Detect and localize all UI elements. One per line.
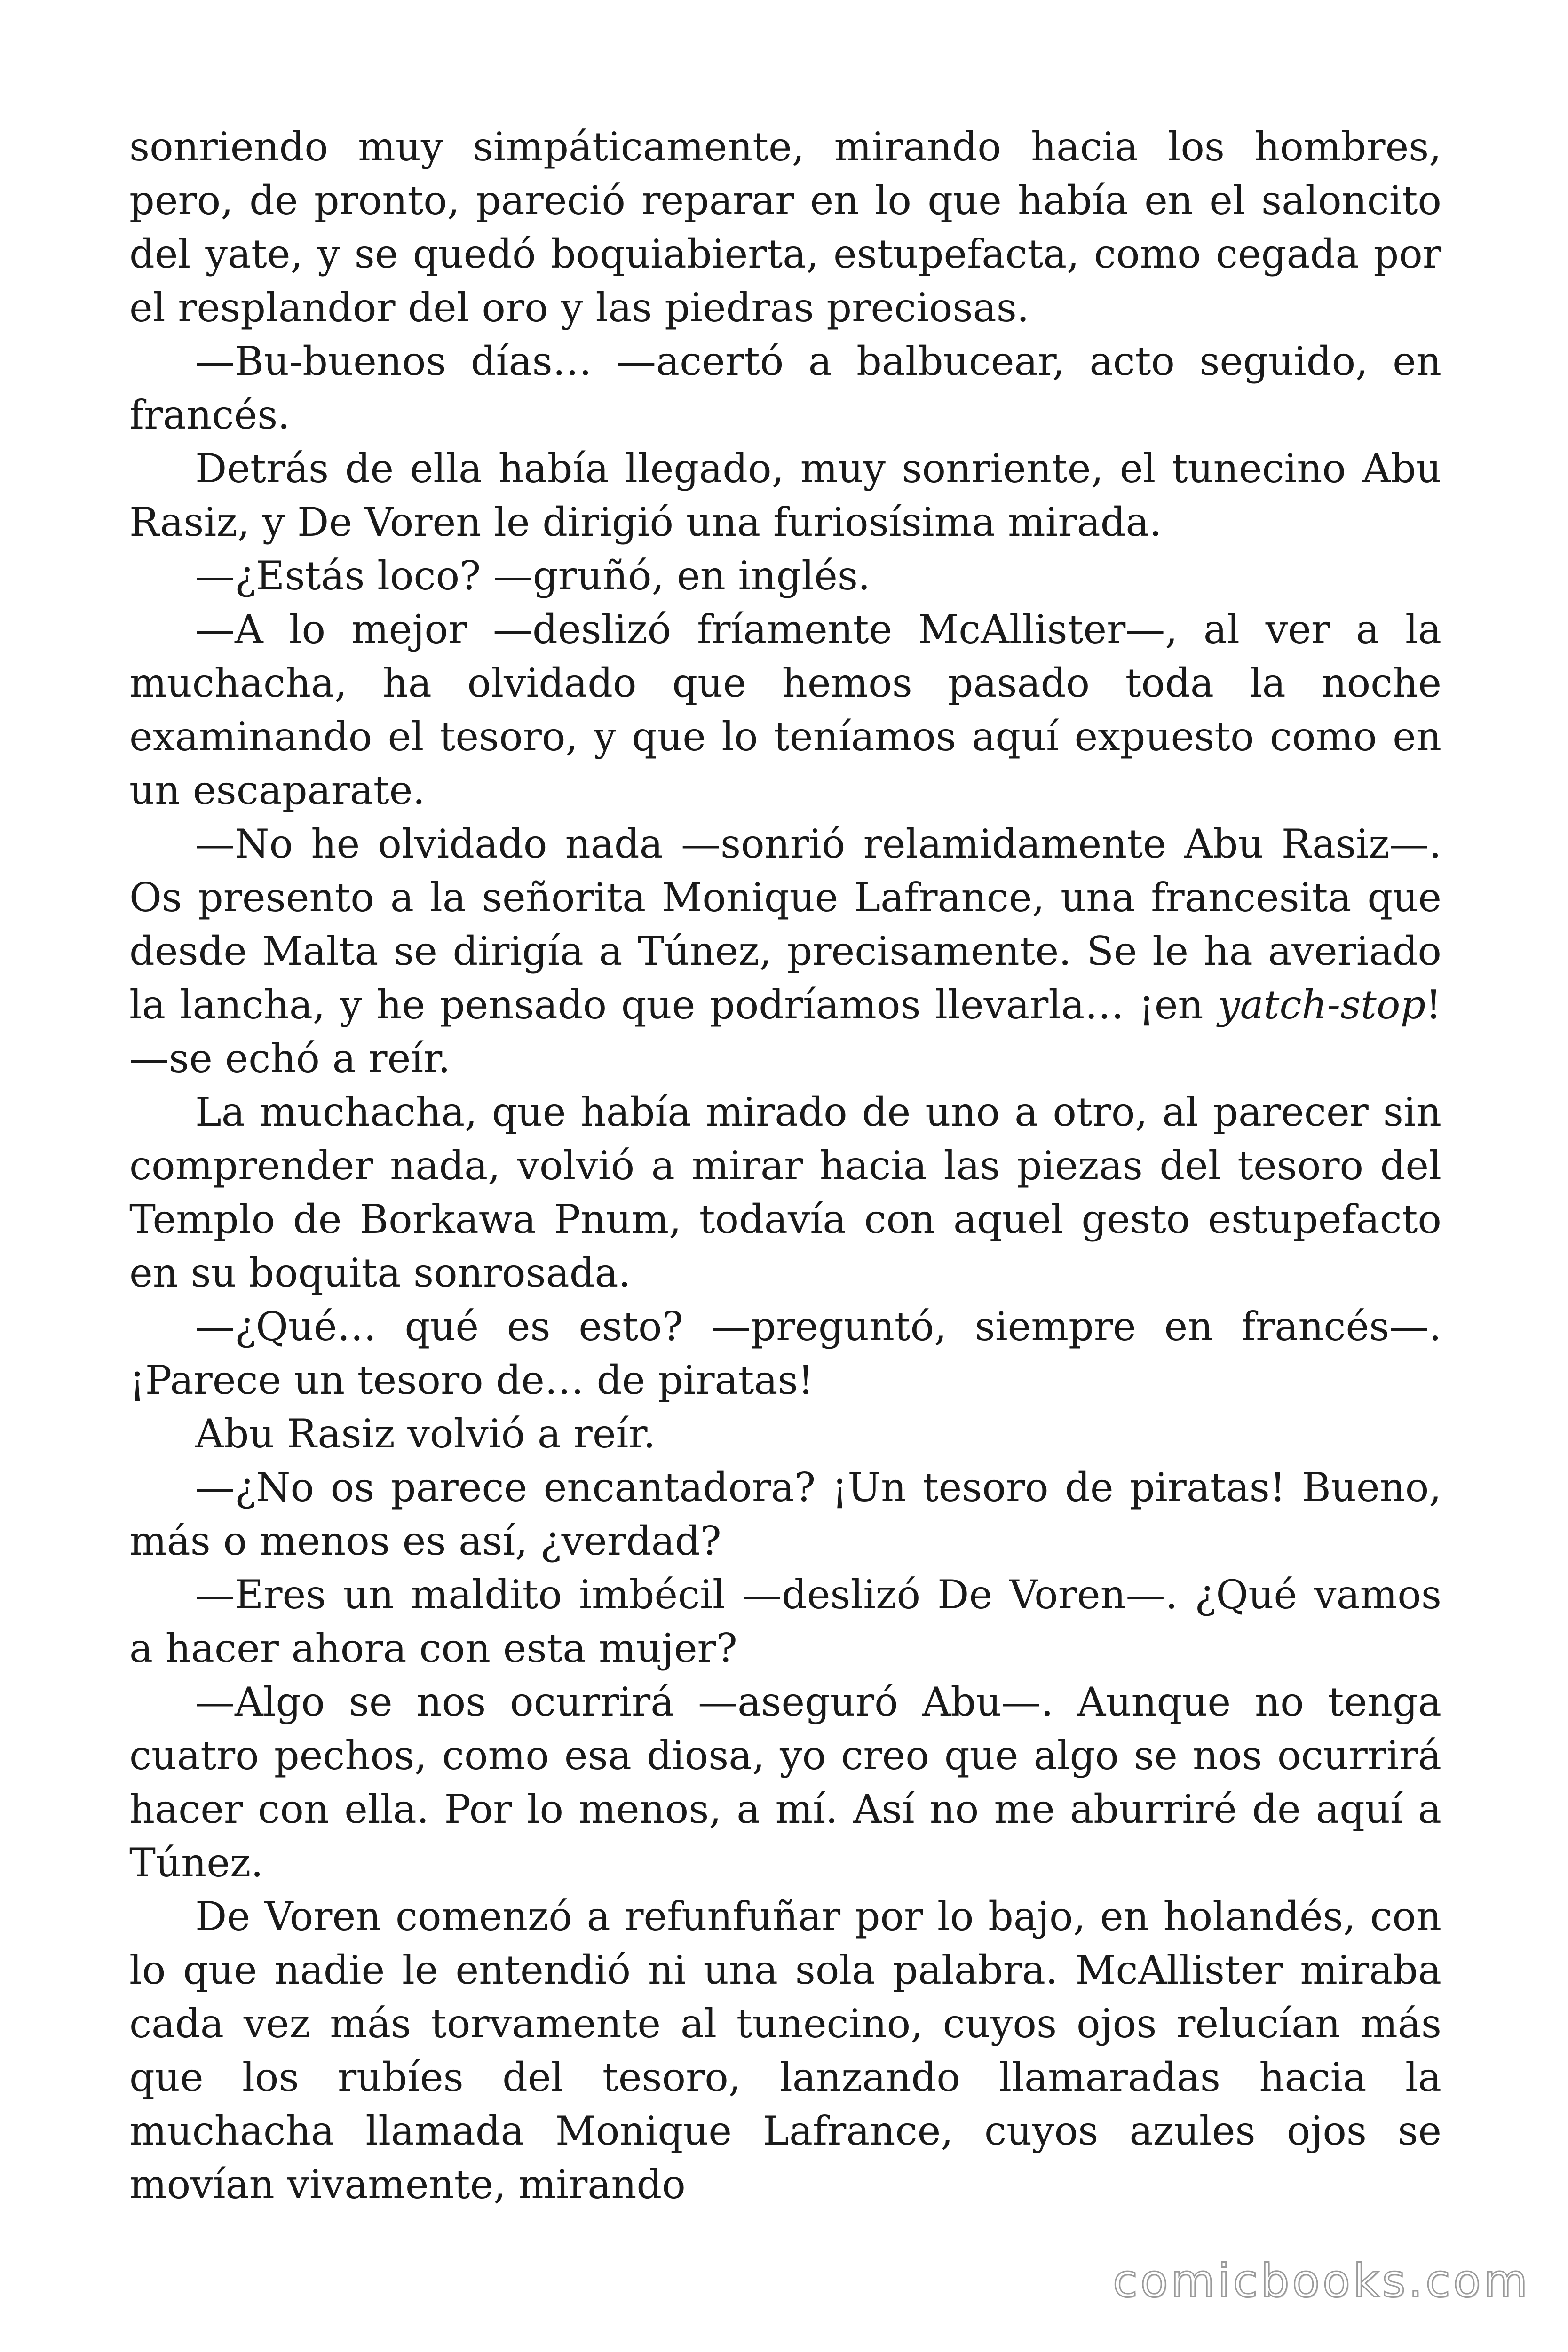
page-text xyxy=(129,120,1441,2211)
paragraph-5: —A lo mejor —deslizó fríamente McAllister—, al ver a la muchacha, ha olvidado que hemos pasado toda la noche examinando el tesoro, y que lo teníamos aquí expuesto como en un escaparate. xyxy=(129,606,1441,813)
paragraph-9: Abu Rasiz volvió a reír. xyxy=(195,1411,656,1457)
paragraph-7: La muchacha, que había mirado de uno a otro, al parecer sin comprender nada, volvió a mirar hacia las piezas del tesoro del Templo de Borkawa Pnum, todavía con aquel gesto estupefacto en su boquita sonrosada. xyxy=(129,1089,1441,1296)
paragraph-11: —Eres un maldito imbécil —deslizó De Voren—. ¿Qué vamos a hacer ahora con esta mujer? xyxy=(129,1572,1441,1671)
paragraph-6 xyxy=(129,817,1441,1085)
paragraph-4: —¿Estás loco? —gruñó, en inglés. xyxy=(195,553,871,599)
paragraph-12: —Algo se nos ocurrirá —aseguró Abu—. Aunque no tenga cuatro pechos, como esa diosa, yo creo que algo se nos ocurrirá hacer con ella. Por lo menos, a mí. Así no me aburriré de aquí a Túnez. xyxy=(129,1679,1441,1886)
paragraph-2: —Bu-buenos días… —acertó a balbucear, acto seguido, en francés. xyxy=(129,338,1441,438)
paragraph-3: Detrás de ella había llegado, muy sonriente, el tunecino Abu Rasiz, y De Voren le dirigió una furiosísima mirada. xyxy=(129,445,1441,545)
paragraph-6-before: —No he olvidado nada —sonrió relamidamente Abu Rasiz—. Os presento a la señorita Monique Lafrance, una francesita que desde Malta se dirigía a Túnez, precisamente. Se le ha averiado la lancha, y he pensado que podríamos llevarla… ¡en xyxy=(129,821,1441,1028)
paragraph-10: —¿No os parece encantadora? ¡Un tesoro de piratas! Bueno, más o menos es así, ¿verdad? xyxy=(129,1464,1441,1564)
paragraph-6-italic: yatch-stop xyxy=(1218,982,1426,1028)
paragraph-1: sonriendo muy simpáticamente, mirando hacia los hombres, pero, de pronto, pareció reparar en lo que había en el saloncito del yate, y se quedó boquiabierta, estupefacta, como cegada por el resplandor del oro y las piedras preciosas. xyxy=(129,124,1441,331)
paragraph-8: —¿Qué… qué es esto? —preguntó, siempre en francés—. ¡Parece un tesoro de… de piratas! xyxy=(129,1303,1441,1403)
paragraph-6-after: ! —se echó a reír. xyxy=(129,982,1441,1081)
watermark: comicbooks.com xyxy=(1112,2255,1530,2307)
paragraph-13: De Voren comenzó a refunfuñar por lo bajo, en holandés, con lo que nadie le entendió ni una sola palabra. McAllister miraba cada vez más torvamente al tunecino, cuyos ojos relucían más que los rubíes del tesoro, lanzando llamaradas hacia la muchacha llamada Monique Lafrance, cuyos azules ojos se movían vivamente, mirando xyxy=(129,1893,1441,2208)
